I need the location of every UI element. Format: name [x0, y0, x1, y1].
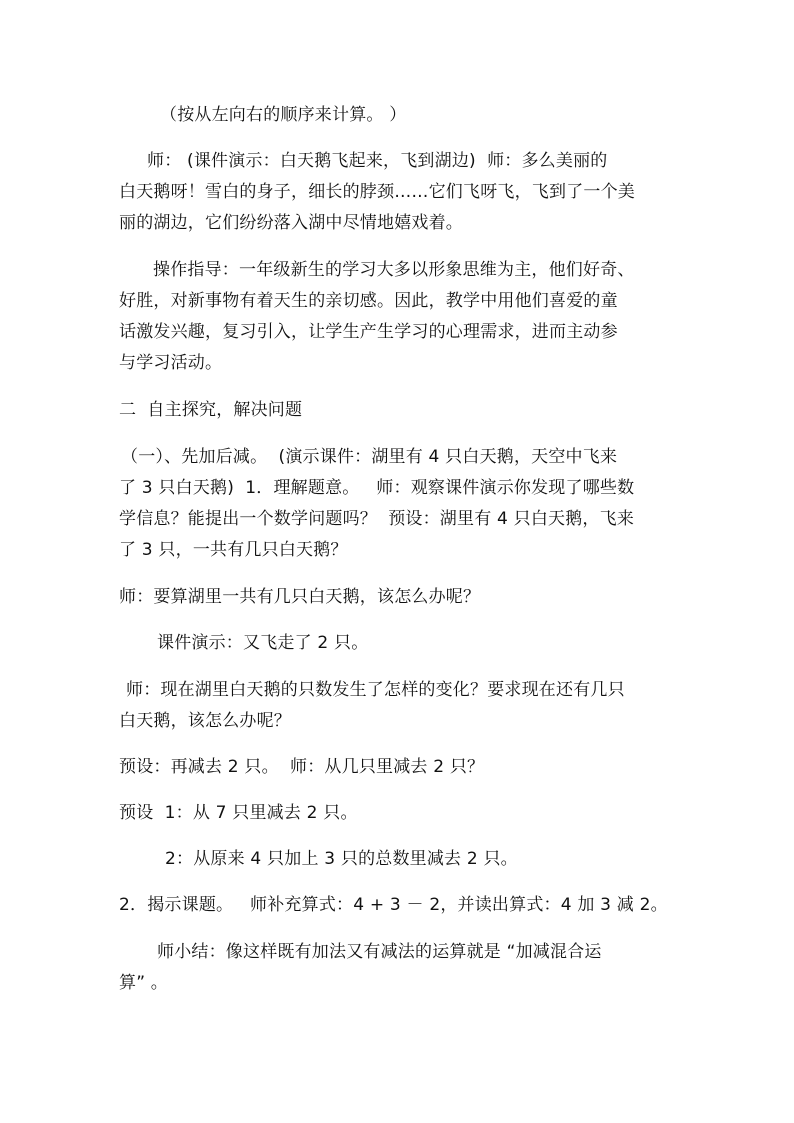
text-line-16: 白天鹅，该怎么办呢？ — [119, 711, 291, 731]
text-line-22: 算” 。 — [119, 973, 169, 993]
text-line-18: 预设 1：从 7 只里减去 2 只。 — [119, 803, 358, 823]
text-line-12: 了 3 只，一共有几只白天鹅？ — [119, 540, 348, 560]
text-line-5: 操作指导：一年级新生的学习大多以形象思维为主，他们好奇、 — [153, 260, 635, 280]
text-line-6: 好胜，对新事物有着天生的亲切感。因此，教学中用他们喜爱的童 — [119, 291, 618, 311]
text-line-9: （一）、先加后减。 (演示课件：湖里有 4 只白天鹅，天空中飞来 — [121, 447, 618, 467]
text-line-15: 师：现在湖里白天鹅的只数发生了怎样的变化？要求现在还有几只 — [126, 680, 625, 700]
section-heading: 二 自主探究，解决问题 — [119, 400, 303, 420]
text-line-21: 师小结：像这样既有加法又有减法的运算就是 “加减混合运 — [157, 942, 602, 962]
text-line-14: 课件演示：又飞走了 2 只。 — [157, 633, 369, 653]
text-line-19: 2：从原来 4 只加上 3 只的总数里减去 2 只。 — [165, 849, 518, 869]
text-line-11: 学信息？能提出一个数学问题吗？ 预设：湖里有 4 只白天鹅，飞来 — [119, 509, 635, 529]
text-line-8: 与学习活动。 — [119, 353, 223, 373]
text-line-7: 话激发兴趣，复习引入，让学生产生学习的心理需求，进而主动参 — [119, 322, 618, 342]
text-line-10: 了 3 只白天鹅) 1．理解题意。 师：观察课件演示你发现了哪些数 — [119, 478, 635, 498]
text-line-3: 白天鹅呀！雪白的身子，细长的脖颈……它们飞呀飞，飞到了一个美 — [119, 182, 635, 202]
text-line-17: 预设：再减去 2 只。 师：从几只里减去 2 只？ — [119, 757, 485, 777]
text-line-1: （按从左向右的顺序来计算。 ） — [160, 105, 407, 125]
text-line-13: 师：要算湖里一共有几只白天鹅，该怎么办呢？ — [119, 587, 481, 607]
text-line-2: 师： (课件演示：白天鹅飞起来，飞到湖边) 师：多么美丽的 — [147, 151, 608, 171]
text-line-4: 丽的湖边，它们纷纷落入湖中尽情地嬉戏着。 — [119, 213, 463, 233]
text-line-20: 2．揭示课题。 师补充算式：4 + 3 － 2，并读出算式：4 加 3 减 2。 — [119, 895, 668, 915]
